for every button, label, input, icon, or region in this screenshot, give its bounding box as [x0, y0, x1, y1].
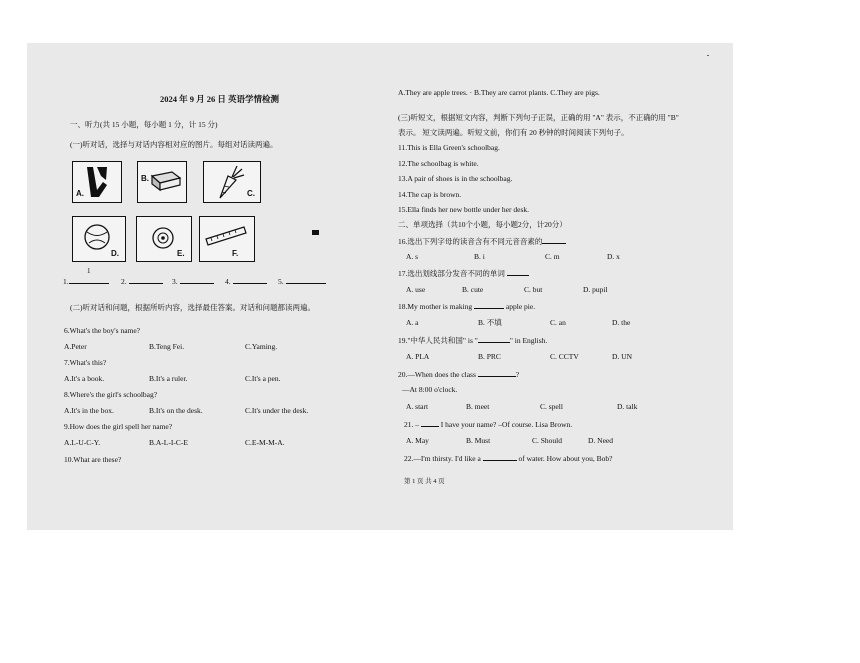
q21-option-d[interactable]: D. Need [588, 436, 613, 445]
question-15: 15.Ella finds her new bottle under her desk. [398, 205, 530, 214]
scan-dot [707, 55, 709, 56]
q20-option-a[interactable]: A. start [406, 402, 429, 411]
q19-option-d[interactable]: D. UN [612, 352, 632, 361]
q18-option-a[interactable]: A. a [406, 318, 419, 327]
q16-option-a[interactable]: A. s [406, 252, 419, 261]
q8-option-c[interactable]: C.It's under the desk. [245, 406, 309, 415]
section-listening-heading: 一、听力(共 15 小题，每小题 1 分，计 15 分) [70, 120, 218, 129]
q9-option-c[interactable]: C.E-M-M-A. [245, 438, 285, 447]
page-title: 2024 年 9 月 26 日 英语学情检测 [160, 94, 280, 104]
q8-option-b[interactable]: B.It's on the desk. [149, 406, 203, 415]
q20-option-b[interactable]: B. meet [466, 402, 490, 411]
q6-option-a[interactable]: A.Peter [64, 342, 87, 351]
page-footer: 第 1 页 共 4 页 [404, 478, 445, 485]
question-16: 16.选出下列字母的读音含有不同元音音素的 [398, 236, 566, 246]
q9-option-a[interactable]: A.L-U-C-Y. [64, 438, 101, 447]
picture-label-c: C. [247, 189, 255, 198]
part-three-instruction-line2: 表示。 短文读两遍。听短文前，你们有 20 秒钟的时间阅读下列句子。 [398, 128, 629, 137]
q20-option-c[interactable]: C. spell [540, 402, 563, 411]
question-22: 22.—I'm thirsty. I'd like a of water. How about you, Bob? [404, 454, 613, 463]
picture-label-d: D. [111, 249, 119, 258]
answer-blank-5[interactable]: 5. [278, 276, 326, 286]
q17-option-b[interactable]: B. cute [462, 285, 484, 294]
picture-label-b: B. [141, 174, 149, 183]
q16-option-b[interactable]: B. i [474, 252, 485, 261]
picture-e-box [136, 216, 192, 262]
answer-blank-1[interactable]: 1. [63, 276, 109, 286]
picture-f-box [199, 216, 255, 262]
q6-option-b[interactable]: B.Teng Fei. [149, 342, 185, 351]
q16-option-d[interactable]: D. x [607, 252, 620, 261]
question-9: 9.How does the girl spell her name? [64, 422, 173, 431]
q17-option-d[interactable]: D. pupil [583, 285, 608, 294]
part-two-instruction: (二)听对话和问题，根据所听内容，选择最佳答案。对话和问题都读两遍。 [70, 303, 315, 312]
q21-option-c[interactable]: C. Should [532, 436, 563, 445]
question-20-response: —At 8:00 o'clock. [402, 385, 458, 394]
picture-a-box [72, 161, 122, 203]
picture-d-box [72, 216, 126, 262]
question-8: 8.Where's the girl's schoolbag? [64, 390, 158, 399]
picture-label-e: E. [177, 249, 185, 258]
q19-option-b[interactable]: B. PRC [478, 352, 501, 361]
q21-option-b[interactable]: B. Must [466, 436, 491, 445]
q17-option-a[interactable]: A. use [406, 285, 426, 294]
part-three-instruction-line1: (三)听短文，根据短文内容，判断下列句子正误，正确的用 "A" 表示，不正确的用 "B" [398, 113, 679, 122]
question-18: 18.My mother is making apple pie. [398, 302, 536, 311]
section-choice-heading: 二、单项选择（共10个小题，每小题2分，计20分） [398, 220, 567, 229]
q7-option-b[interactable]: B.It's a ruler. [149, 374, 188, 383]
picture-c-box [203, 161, 261, 203]
question-19: 19."中华人民共和国" is " " in English. [398, 336, 548, 345]
q9-option-b[interactable]: B.A-L-I-C-E [149, 438, 188, 447]
answer-blank-2[interactable]: 2. [121, 276, 163, 286]
q18-option-c[interactable]: C. an [550, 318, 566, 327]
q10-options[interactable]: A.They are apple trees. · B.They are carrot plants. C.They are pigs. [398, 88, 600, 97]
question-12: 12.The schoolbag is white. [398, 159, 479, 168]
q19-option-a[interactable]: A. PLA [406, 352, 430, 361]
picture-label-f: F. [232, 249, 239, 258]
q7-option-c[interactable]: C.It's a pen. [245, 374, 281, 383]
question-10: 10.What are these? [64, 455, 122, 464]
question-17: 17.选出划线部分发音不同的单词 [398, 268, 529, 278]
question-20: 20.—When does the class ? [398, 370, 520, 379]
q7-option-a[interactable]: A.It's a book. [64, 374, 105, 383]
question-21: 21. – I have your name? –Of course. Lisa Brown. [404, 420, 573, 429]
q16-option-c[interactable]: C. m [545, 252, 560, 261]
ink-mark [312, 230, 319, 235]
exam-sheet [27, 43, 733, 530]
question-13: 13.A pair of shoes is in the schoolbag. [398, 174, 513, 183]
q21-option-a[interactable]: A. May [406, 436, 429, 445]
picture-label-a: A. [76, 189, 84, 198]
q6-option-c[interactable]: C.Yaming. [245, 342, 278, 351]
part-one-instruction: (一)听对话，选择与对话内容相对应的图片。每组对话读两遍。 [70, 140, 278, 149]
handwritten-answer: 1 [87, 267, 91, 275]
q18-option-b[interactable]: B. 不填 [478, 318, 502, 327]
question-14: 14.The cap is brown. [398, 190, 462, 199]
q18-option-d[interactable]: D. the [612, 318, 631, 327]
question-11: 11.This is Ella Green's schoolbag. [398, 143, 500, 152]
answer-blank-4[interactable]: 4. [225, 276, 267, 286]
answer-blank-3[interactable]: 3. [172, 276, 214, 286]
question-7: 7.What's this? [64, 358, 107, 367]
picture-b-box [137, 161, 187, 203]
q19-option-c[interactable]: C. CCTV [550, 352, 579, 361]
q8-option-a[interactable]: A.It's in the box. [64, 406, 114, 415]
q17-option-c[interactable]: C. but [524, 285, 543, 294]
question-6: 6.What's the boy's name? [64, 326, 141, 335]
q20-option-d[interactable]: D. talk [617, 402, 638, 411]
ruler-icon [200, 217, 254, 261]
